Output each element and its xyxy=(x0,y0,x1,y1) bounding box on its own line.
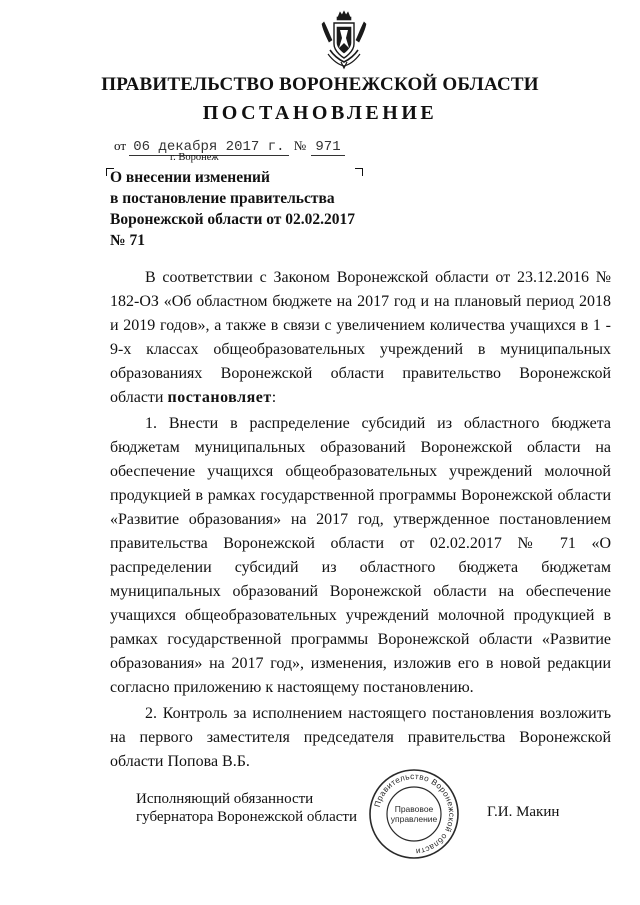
official-stamp xyxy=(368,768,460,860)
signatory-name: Г.И. Макин xyxy=(487,804,560,820)
number-value: 971 xyxy=(311,139,344,156)
resolves-colon: : xyxy=(271,389,277,406)
document-type-title: ПОСТАНОВЛЕНИЕ xyxy=(202,102,438,124)
document-body xyxy=(110,266,611,774)
item-1-paragraph: 1. Внести в распределение субсидий из областного бюджета бюджетам муниципальных образований Воронежской области на обеспечение учащихся общеобразовательных учреждений молочной продукцией в рамках государственной программы Воронежской области «Развитие образования» на 2017 год, утвержденное постановлением правительства Воронежской области от 02.02.2017 № 71 «О распределении субсидий из областного бюджета бюджетам муниципальных образований Воронежской области на обеспечение учащихся общеобразовательных учреждений молочной продукцией в рамках государственной программы Воронежской области «Развитие образования» на 2017 год», изменения, изложив его в новой редакции согласно приложению к настоящему постановлению. xyxy=(110,415,611,696)
voronezh-coat-of-arms-icon xyxy=(318,10,370,70)
signatory-title xyxy=(136,790,357,826)
resolves-word: постановляет xyxy=(167,389,272,406)
subject-line: Воронежской области от 02.02.2017 xyxy=(110,211,356,228)
stamp-center-line: управление xyxy=(390,814,438,824)
date-from-label: от xyxy=(114,138,127,153)
preamble-paragraph xyxy=(110,266,611,410)
dateline xyxy=(114,138,345,155)
document-subject xyxy=(110,167,370,251)
signatory-title-line: губернатора Воронежской области xyxy=(136,809,357,825)
preamble-text: В соответствии с Законом Воронежской области от 23.12.2016 № 182-ОЗ «Об областном бюджете на 2017 год и на плановый период 2018 и 2019 годов», а также в связи с увеличением количества учащихся в 1 - 9-х классах общеобразовательных учреждений в муниципальных образованиях Воронежской области правительство Воронежской области xyxy=(110,269,611,406)
number-label: № xyxy=(293,138,307,153)
government-title: ПРАВИТЕЛЬСТВО ВОРОНЕЖСКОЙ ОБЛАСТИ xyxy=(101,74,539,95)
item-2-paragraph: 2. Контроль за исполнением настоящего постановления возложить на первого заместителя председателя правительства Воронежской области Попова В.Б. xyxy=(110,705,611,770)
subject-line: в постановление правительства xyxy=(110,190,335,207)
date-value: 06 декабря 2017 г. xyxy=(129,139,288,156)
subject-line: О внесении изменений xyxy=(110,169,270,186)
subject-line: № 71 xyxy=(110,232,145,249)
signatory-title-line: Исполняющий обязанности xyxy=(136,791,314,807)
city-label: г. Воронеж xyxy=(170,152,219,163)
stamp-center-line: Правовое xyxy=(394,804,434,814)
stamp-ring-text: Правительство Воронежской области xyxy=(372,771,457,857)
